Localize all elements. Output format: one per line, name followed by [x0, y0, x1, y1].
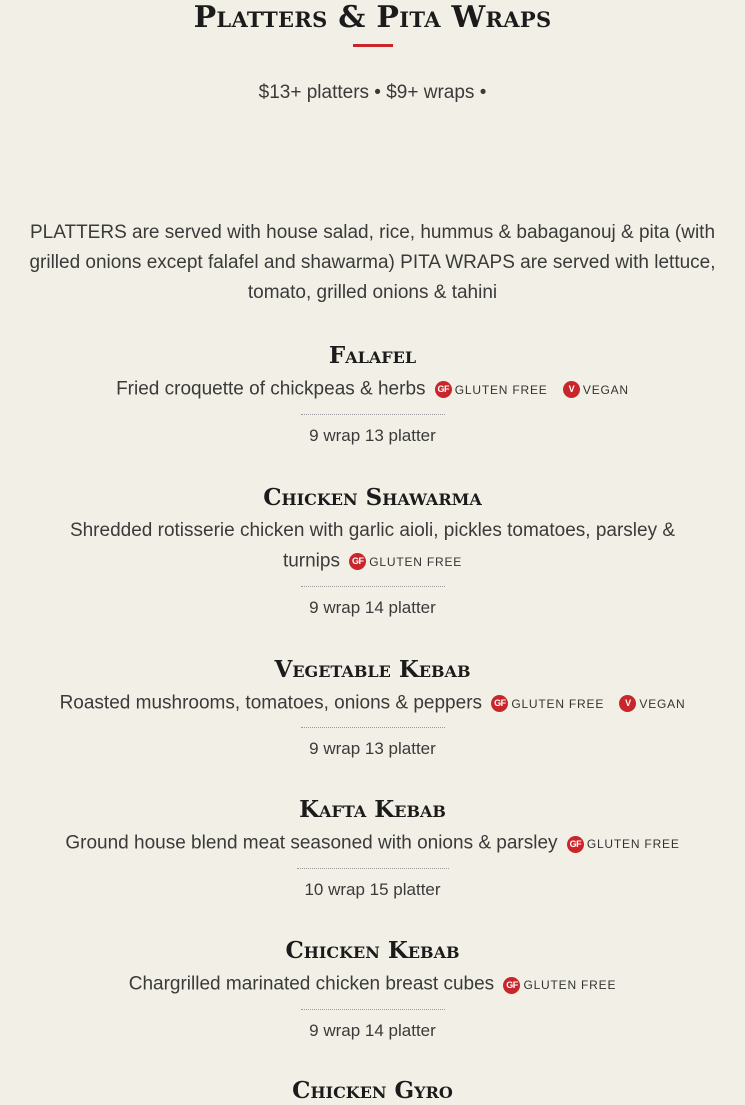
menu-item-kafta-kebab: [0, 796, 745, 901]
gluten-free-icon: GF: [491, 695, 508, 712]
vegan-label: VEGAN: [582, 382, 629, 397]
gluten-free-label: GLUTEN FREE: [523, 978, 617, 993]
menu-item-vegetable-kebab: [0, 656, 745, 761]
item-description: [0, 688, 745, 719]
item-price: 9 wrap 13 platter: [309, 739, 436, 759]
menu-item-chicken-kebab: [0, 937, 745, 1042]
item-name: Chicken Kebab: [285, 937, 460, 965]
item-description: [0, 516, 745, 577]
item-price: 9 wrap 14 platter: [309, 597, 436, 617]
vegan-icon: V: [563, 381, 580, 398]
item-price: 9 wrap 13 platter: [309, 425, 436, 445]
item-name: Chicken Shawarma: [263, 483, 482, 511]
item-description-text: Roasted mushrooms, tomatoes, onions & peppers: [59, 692, 483, 714]
gluten-free-tag: [349, 546, 462, 577]
item-name: Kafta Kebab: [299, 796, 446, 824]
gluten-free-icon: GF: [349, 553, 366, 570]
gluten-free-tag: [503, 969, 616, 1000]
item-divider: [301, 414, 445, 415]
gluten-free-label: GLUTEN FREE: [454, 382, 548, 397]
item-name: Falafel: [328, 342, 417, 369]
gluten-free-label: GLUTEN FREE: [369, 554, 463, 569]
item-price: 10 wrap 15 platter: [304, 880, 441, 900]
item-description-text: Fried croquette of chickpeas & herbs: [116, 378, 426, 400]
item-divider: [301, 727, 445, 728]
vegan-label: VEGAN: [639, 696, 686, 711]
item-divider: [301, 586, 445, 587]
vegan-icon: V: [619, 695, 636, 712]
item-description: [0, 969, 745, 1000]
vegan-tag: [619, 688, 685, 719]
item-description: [0, 374, 745, 405]
gluten-free-tag: [435, 374, 548, 405]
gluten-free-label: GLUTEN FREE: [586, 837, 680, 852]
price-summary: $13+ platters • $9+ wraps •: [258, 82, 487, 103]
menu-item-chicken-shawarma: [0, 484, 745, 619]
title-accent-rule: [353, 44, 393, 47]
gluten-free-label: GLUTEN FREE: [511, 696, 605, 711]
gluten-free-icon: GF: [567, 836, 584, 853]
item-price: 9 wrap 14 platter: [309, 1021, 436, 1041]
gluten-free-tag: [491, 688, 604, 719]
item-divider: [297, 868, 449, 869]
item-name: Vegetable Kebab: [274, 655, 471, 683]
vegan-tag: [563, 374, 629, 405]
intro-text: PLATTERS are served with house salad, rice, hummus & babaganouj & pita (with grilled onions except falafel and shawarma) PITA WRAPS are served with lettuce, tomato, grilled onions & tahini: [29, 222, 716, 303]
item-description-text: Chargrilled marinated chicken breast cubes: [128, 973, 495, 995]
menu-item-falafel: [0, 342, 745, 447]
item-divider: [301, 1009, 445, 1010]
item-description: [0, 828, 745, 859]
item-description-text: Shredded rotisserie chicken with garlic aioli, pickles tomatoes, parsley & turnips: [69, 519, 676, 572]
item-description-text: Ground house blend meat seasoned with onions & parsley: [65, 832, 558, 854]
gluten-free-icon: GF: [435, 381, 452, 398]
gluten-free-icon: GF: [503, 977, 520, 994]
gluten-free-tag: [567, 828, 680, 859]
item-name-partial: Chicken Gyro: [292, 1077, 453, 1104]
section-title: Platters & Pita Wraps: [193, 0, 552, 35]
